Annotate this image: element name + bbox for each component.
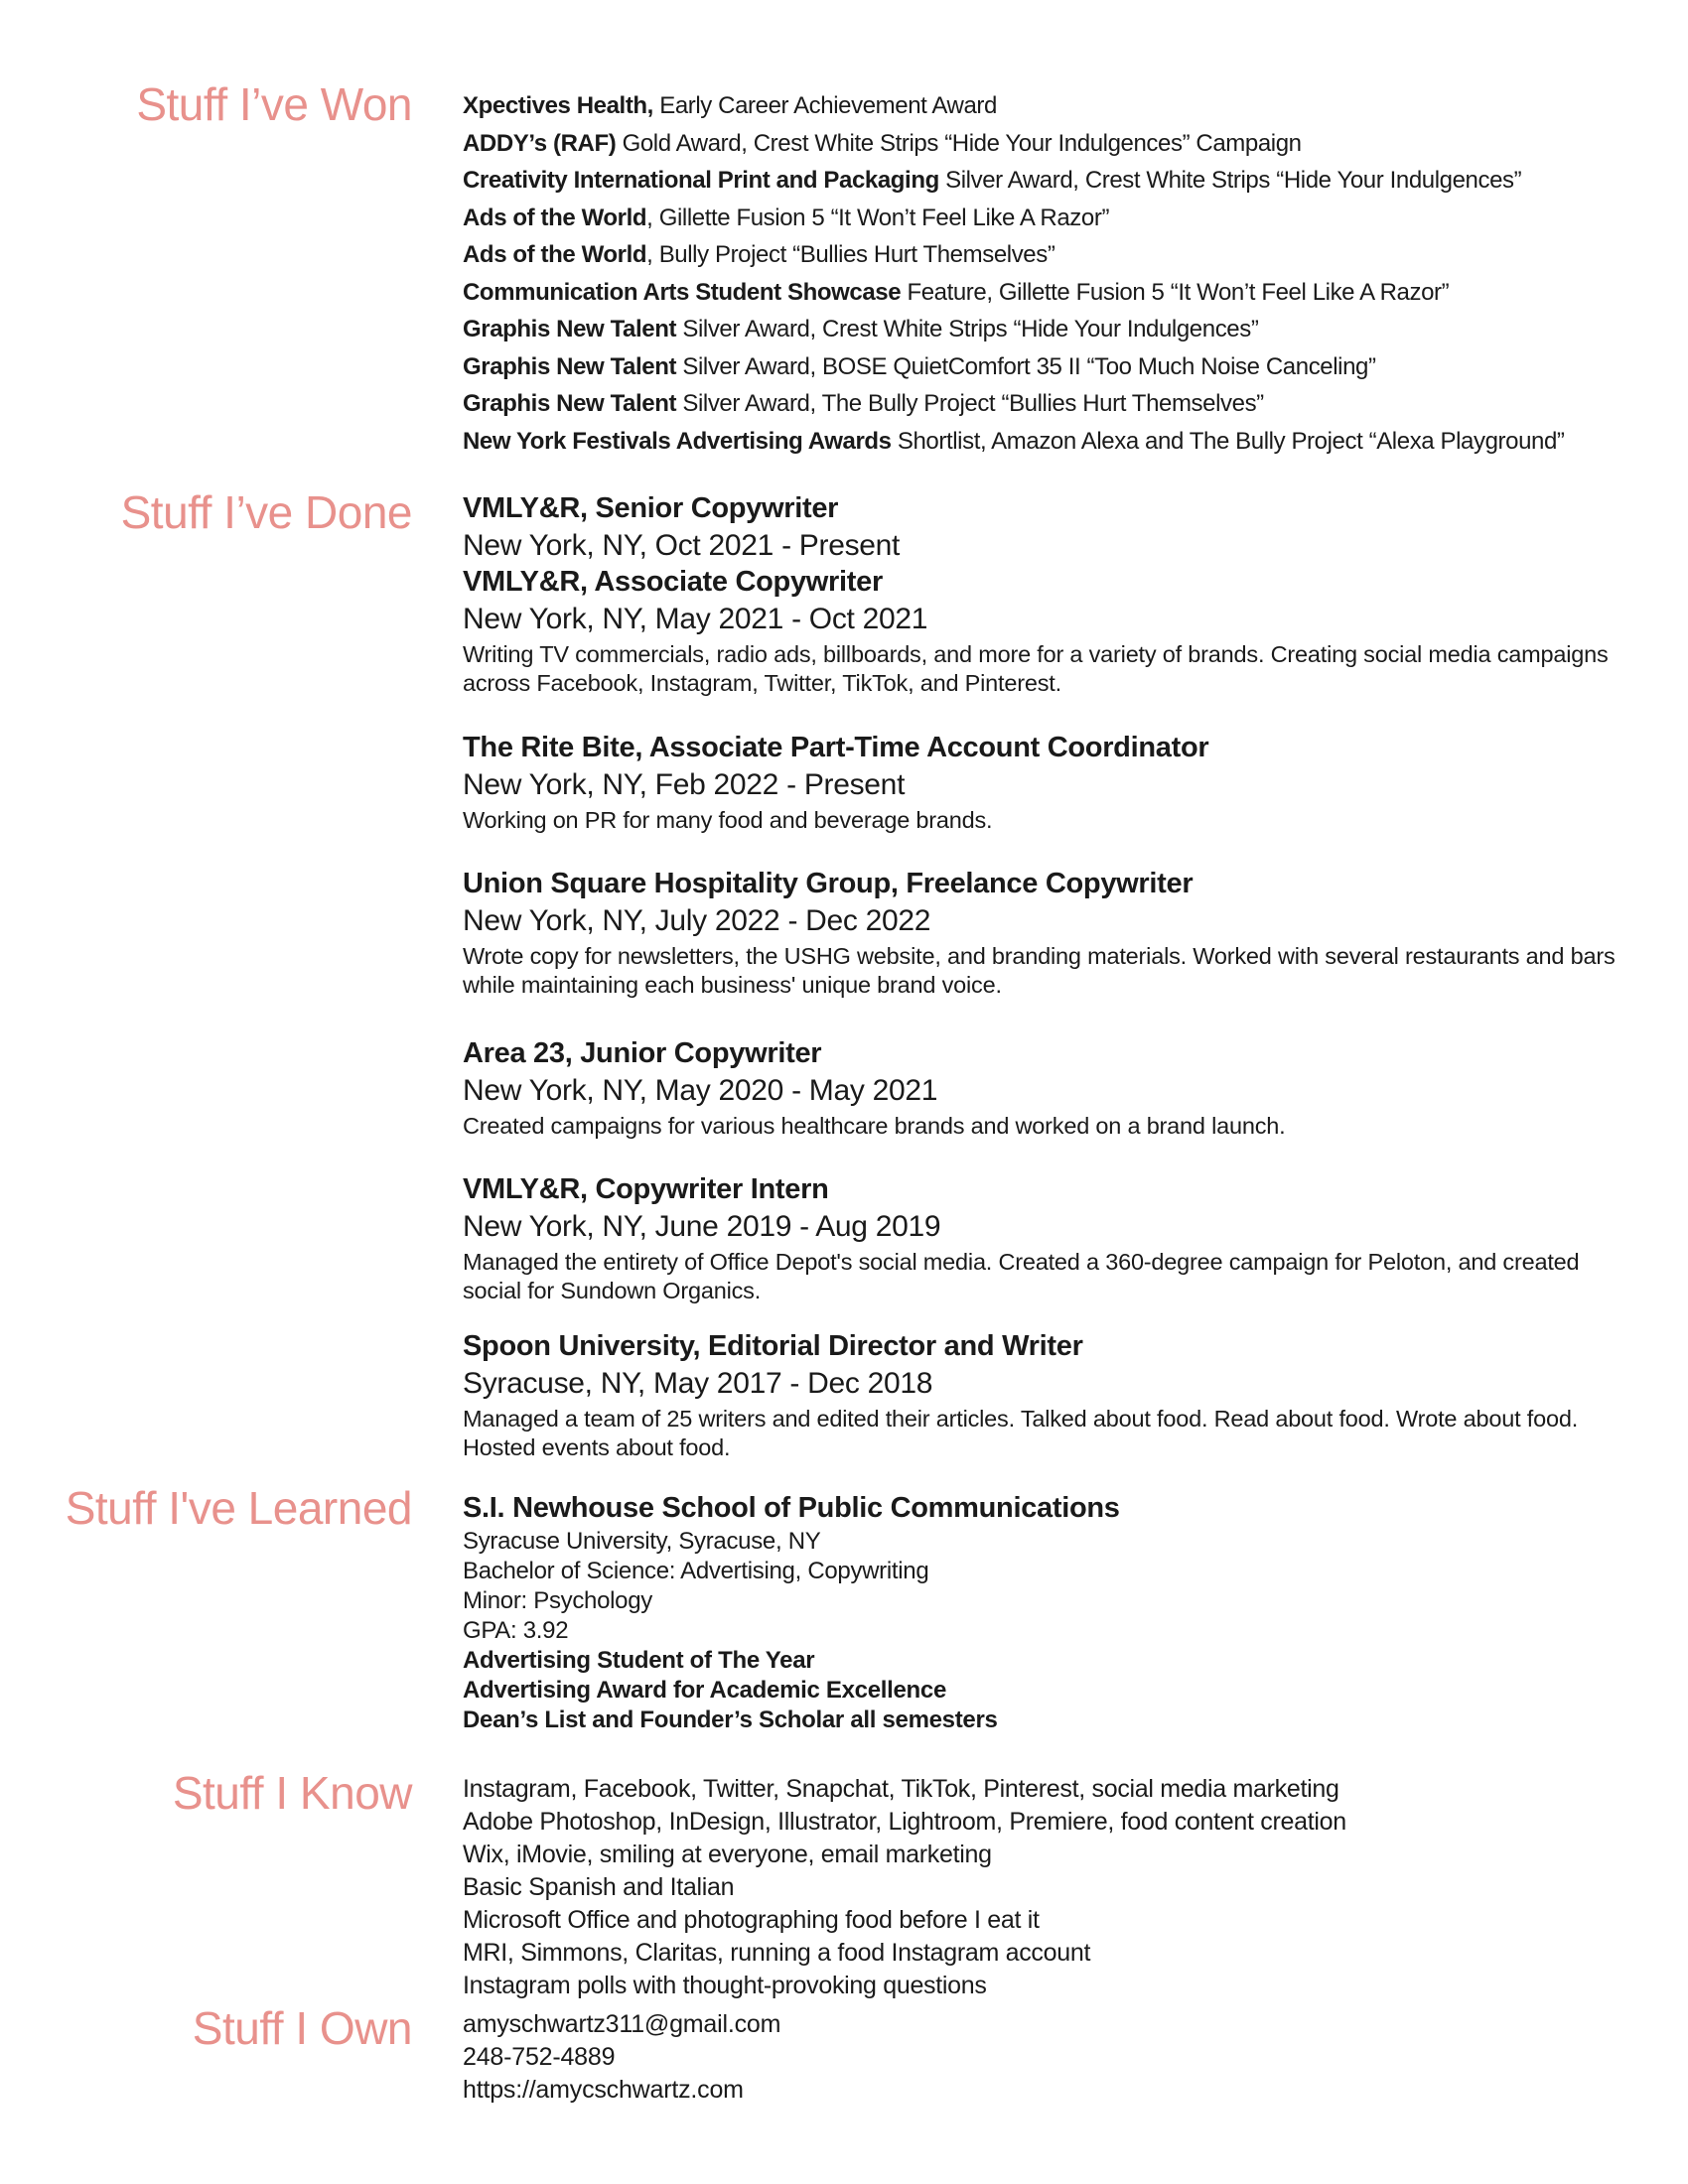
award-item: Xpectives Health, Early Career Achievement Award (463, 92, 997, 119)
award-item: Ads of the World, Bully Project “Bullies Hurt Themselves” (463, 241, 1055, 268)
job-location: New York, NY, June 2019 - Aug 2019 (463, 1210, 941, 1243)
award-item: Creativity International Print and Packaging Silver Award, Crest White Strips “Hide Your Indulgences” (463, 167, 1522, 194)
job-title: VMLY&R, Copywriter Intern (463, 1173, 829, 1205)
skill-item: MRI, Simmons, Claritas, running a food Instagram account (463, 1939, 1091, 1967)
job-title: Spoon University, Editorial Director and Writer (463, 1330, 1083, 1362)
job-title: The Rite Bite, Associate Part-Time Account Coordinator (463, 732, 1209, 763)
education-line: Syracuse University, Syracuse, NY (463, 1528, 821, 1555)
education-line: Bachelor of Science: Advertising, Copywriting (463, 1558, 929, 1584)
job-location: New York, NY, Oct 2021 - Present (463, 529, 901, 562)
award-item: Graphis New Talent Silver Award, The Bully Project “Bullies Hurt Themselves” (463, 390, 1264, 417)
job-title: Union Square Hospitality Group, Freelance Copywriter (463, 868, 1194, 899)
job-location: Syracuse, NY, May 2017 - Dec 2018 (463, 1367, 933, 1400)
skill-item: Wix, iMovie, smiling at everyone, email marketing (463, 1841, 992, 1868)
education-line: GPA: 3.92 (463, 1617, 569, 1644)
award-item: ADDY’s (RAF) Gold Award, Crest White Strips “Hide Your Indulgences” Campaign (463, 129, 1302, 157)
award-item: Graphis New Talent Silver Award, BOSE QuietComfort 35 II “Too Much Noise Canceling” (463, 352, 1376, 380)
job-entry (463, 490, 1634, 698)
honor-item: Dean’s List and Founder’s Scholar all semesters (463, 1706, 998, 1733)
job-entry (463, 730, 1634, 835)
heading-own: Stuff I Own (192, 2002, 412, 2054)
job-entry (463, 1171, 1634, 1305)
school-name: S.I. Newhouse School of Public Communications (463, 1492, 1120, 1524)
job-location: New York, NY, July 2022 - Dec 2022 (463, 904, 931, 937)
skill-item: Instagram polls with thought-provoking questions (463, 1972, 987, 1999)
award-item: Ads of the World, Gillette Fusion 5 “It Won’t Feel Like A Razor” (463, 204, 1110, 231)
email-link[interactable]: amyschwartz311@gmail.com (463, 2010, 781, 2038)
job-location: New York, NY, May 2020 - May 2021 (463, 1074, 938, 1107)
skill-item: Instagram, Facebook, Twitter, Snapchat, TikTok, Pinterest, social media marketing (463, 1775, 1339, 1803)
award-item: Graphis New Talent Silver Award, Crest White Strips “Hide Your Indulgences” (463, 316, 1259, 342)
skill-item: Adobe Photoshop, InDesign, Illustrator, Lightroom, Premiere, food content creation (463, 1808, 1346, 1836)
skill-item: Basic Spanish and Italian (463, 1873, 735, 1901)
job-description: Created campaigns for various healthcare brands and worked on a brand launch. (463, 1113, 1286, 1139)
heading-done: Stuff I’ve Done (120, 486, 412, 538)
phone-number: 248-752-4889 (463, 2043, 616, 2071)
job-title: VMLY&R, Associate Copywriter (463, 566, 883, 598)
job-entry (463, 866, 1634, 1000)
honor-item: Advertising Award for Academic Excellence (463, 1677, 947, 1704)
job-description: Working on PR for many food and beverage brands. (463, 807, 993, 833)
award-item: New York Festivals Advertising Awards Shortlist, Amazon Alexa and The Bully Project “Alexa Playground” (463, 427, 1565, 455)
job-description: Writing TV commercials, radio ads, billboards, and more for a variety of brands. Creating social media campaigns across Facebook, Instagram, Twitter, TikTok, and Pinterest. (463, 641, 1609, 696)
heading-learned: Stuff I've Learned (65, 1482, 412, 1534)
website-link[interactable]: https://amycschwartz.com (463, 2076, 744, 2104)
education-line: Minor: Psychology (463, 1587, 652, 1614)
awards-list (463, 87, 1634, 460)
skills-list (463, 1773, 1634, 2002)
skill-item: Microsoft Office and photographing food before I eat it (463, 1906, 1040, 1934)
education-block (463, 1489, 1634, 1735)
job-location: New York, NY, Feb 2022 - Present (463, 768, 906, 801)
award-item: Communication Arts Student Showcase Feature, Gillette Fusion 5 “It Won’t Feel Like A Razor” (463, 278, 1450, 306)
job-title: Area 23, Junior Copywriter (463, 1037, 822, 1069)
job-description: Wrote copy for newsletters, the USHG website, and branding materials. Worked with several restaurants and bars while maintaining each business' unique brand voice. (463, 943, 1616, 998)
job-description: Managed the entirety of Office Depot's social media. Created a 360-degree campaign for Peloton, and created social for Sundown Organics. (463, 1249, 1580, 1303)
honor-item: Advertising Student of The Year (463, 1647, 815, 1674)
job-title: VMLY&R, Senior Copywriter (463, 492, 839, 524)
heading-won: Stuff I’ve Won (136, 78, 412, 130)
job-location: New York, NY, May 2021 - Oct 2021 (463, 603, 928, 635)
heading-know: Stuff I Know (172, 1767, 412, 1819)
contact-block (463, 2008, 1634, 2107)
job-entry (463, 1035, 1634, 1141)
job-entry (463, 1328, 1634, 1462)
job-description: Managed a team of 25 writers and edited their articles. Talked about food. Read about food. Wrote about food. Hosted events about food. (463, 1406, 1579, 1460)
